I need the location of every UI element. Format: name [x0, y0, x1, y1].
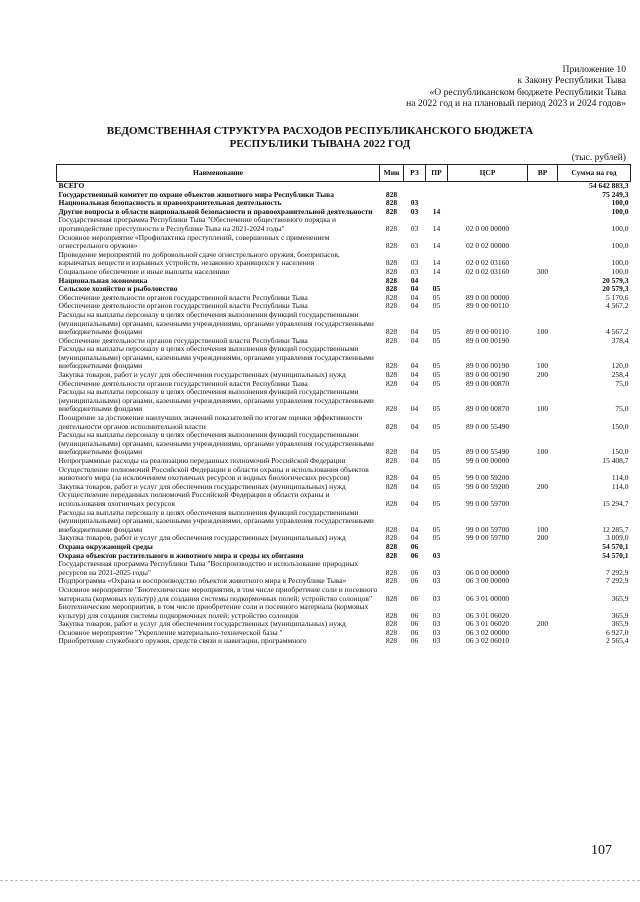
cell-pr — [426, 182, 448, 191]
cell-name: Обеспечение деятельности органов государственной власти Республики Тыва — [58, 335, 308, 345]
table-row — [57, 509, 631, 535]
cell-rz: 04 — [410, 275, 419, 285]
cell-min: 828 — [385, 370, 398, 380]
col-header-min: Мин — [380, 165, 404, 182]
document-title — [0, 125, 640, 150]
cell-rz: 03 — [410, 258, 419, 268]
cell-min: 828 — [385, 576, 398, 586]
cell-rz: 04 — [410, 327, 419, 337]
cell-rz: 04 — [410, 421, 419, 431]
cell-pr: 05 — [432, 292, 441, 302]
cell-csr: 06 3 02 06010 — [465, 636, 510, 646]
cell-min: 828 — [385, 241, 398, 251]
cell-rz: 04 — [410, 404, 419, 414]
cell-name: Основное мероприятие "Биотехнические мероприятия, в том числе приобретение соли и посевного материала (кормовых культур) для создания системы подкормочных полей; устройство солонцов" — [58, 584, 378, 603]
cell-vr: 100 — [536, 524, 549, 534]
appendix-line: на 2022 год и на плановый период 2023 и 2024 годов» — [406, 98, 626, 110]
cell-csr: 06 3 00 00000 — [465, 576, 510, 586]
cell-min: 828 — [385, 266, 398, 276]
cell-min: 828 — [385, 284, 398, 294]
cell-vr: 100 — [536, 447, 549, 457]
cell-rz: 06 — [410, 627, 419, 637]
cell-pr: 05 — [432, 361, 441, 371]
cell-vr — [528, 182, 558, 191]
cell-min: 828 — [385, 421, 398, 431]
cell-min: 828 — [385, 533, 398, 543]
appendix-line: «О республиканском бюджете Республики Тыва — [429, 86, 626, 98]
cell-sum: 3 009,0 — [606, 533, 629, 543]
cell-csr: 99 0 00 00000 — [465, 456, 510, 465]
cell-rz: 04 — [410, 378, 419, 388]
cell-name: Государственный комитет по охране объектов животного мира Республики Тыва — [58, 189, 334, 199]
cell-pr: 05 — [432, 327, 441, 337]
cell-name: Основное мероприятие "Укрепление материально-технической базы " — [58, 627, 283, 637]
cell-min: 828 — [385, 223, 398, 233]
cell-sum: 7 292,9 — [606, 576, 629, 586]
cell-vr — [528, 491, 558, 508]
cell-sum: 365,9 — [611, 593, 629, 603]
cell-sum: 365,9 — [611, 619, 629, 629]
cell-pr: 03 — [432, 576, 441, 586]
cell-pr: 05 — [432, 533, 441, 543]
cell-name: Основное мероприятие «Профилактика преступлений, совершенных с применением огнестрельного оружия» — [58, 232, 330, 251]
table-row — [57, 216, 631, 233]
cell-rz: 04 — [410, 292, 419, 302]
cell-name: Государственная программа Республики Тыва "Обеспечение общественного порядка и противодействие преступности в Республике Тыва на 2021-2024 годы" — [58, 215, 336, 233]
cell-min: 828 — [385, 456, 398, 465]
cell-vr — [528, 552, 558, 561]
cell-csr: 89 0 00 00870 — [465, 378, 510, 388]
cell-csr: 89 0 00 00110 — [466, 301, 509, 311]
cell-rz: 06 — [410, 636, 419, 646]
col-header-rz: РЗ — [404, 165, 426, 182]
col-header-name: Наименование — [57, 165, 380, 182]
cell-min: 828 — [385, 619, 398, 629]
cell-min: 828 — [385, 378, 398, 388]
col-header-vr: ВР — [528, 165, 558, 182]
cell-name: Проведение мероприятий по добровольной сдаче огнестрельного оружия, боеприпасов, взрывчатых веществ и взрывных устройств, незаконно хранящихся у населения — [58, 249, 340, 268]
cell-sum: 5 170,6 — [606, 292, 629, 302]
cell-csr: 02 0 02 03160 — [465, 266, 510, 276]
cell-sum: 365,9 — [611, 610, 629, 620]
table-row — [57, 637, 631, 646]
cell-csr: 06 3 01 06020 — [465, 610, 510, 620]
cell-pr: 05 — [432, 481, 441, 491]
cell-vr — [528, 586, 558, 603]
cell-vr — [528, 251, 558, 268]
cell-min: 828 — [385, 627, 398, 637]
table-row — [57, 491, 631, 508]
cell-vr: 100 — [536, 404, 549, 414]
cell-rz: 04 — [410, 481, 419, 491]
cell-csr: 89 0 00 00870 — [465, 404, 510, 414]
cell-name: Расходы на выплаты персоналу в целях обеспечения выполнения функций государственными (муниципальными) органами, казенными учреждениями, органами управления государственными внебюджетными фондами — [58, 430, 374, 457]
cell-csr: 99 0 00 59700 — [465, 533, 510, 543]
cell-sum: 2 565,4 — [606, 636, 629, 646]
cell-csr: 99 0 00 59200 — [465, 473, 510, 483]
cell-min: 828 — [385, 447, 398, 457]
cell-sum: 120,0 — [611, 361, 629, 371]
cell-csr: 89 0 00 00190 — [465, 361, 510, 371]
table-row — [57, 603, 631, 620]
cell-rz: 06 — [410, 619, 419, 629]
cell-name: Охрана окружающей среды — [58, 541, 153, 551]
cell-csr — [448, 543, 528, 552]
cell-sum: 378,4 — [611, 335, 629, 345]
cell-pr: 05 — [432, 370, 441, 380]
cell-sum: 75,0 — [615, 378, 629, 388]
cell-rz: 04 — [410, 301, 419, 311]
cell-vr — [528, 637, 558, 646]
cell-vr — [528, 466, 558, 483]
cell-name: Обеспечение деятельности органов государственной власти Республики Тыва — [58, 301, 308, 311]
cell-name: Приобретение служебного оружия, средств связи и навигации, программного — [58, 636, 307, 646]
cell-sum: 100,0 — [611, 258, 629, 268]
cell-name: Биотехнические мероприятия, в том числе приобретение соли и посевного материала (кормовых культур) для создания системы подкормочных полей; устройство солонцов — [58, 602, 369, 620]
cell-csr — [448, 552, 528, 561]
cell-rz: 04 — [410, 498, 419, 508]
cell-csr: 99 0 00 59700 — [465, 524, 510, 534]
cell-min: 828 — [385, 498, 398, 508]
appendix-line: Приложение 10 — [562, 64, 626, 75]
col-header-pr: ПР — [426, 165, 448, 182]
cell-sum: 100,0 — [611, 198, 629, 208]
cell-pr — [426, 191, 448, 200]
cell-rz: 06 — [410, 610, 419, 620]
cell-vr — [528, 199, 558, 208]
cell-rz: 06 — [410, 541, 419, 551]
cell-sum: 54 642 883,3 — [589, 181, 629, 190]
cell-csr: 89 0 00 00190 — [465, 370, 510, 380]
cell-vr — [528, 234, 558, 251]
cell-min: 828 — [385, 610, 398, 620]
cell-rz: 04 — [410, 473, 419, 483]
table-row — [57, 414, 631, 431]
cell-pr: 14 — [432, 266, 441, 276]
cell-name: Осуществление переданных полномочий Российской Федерации в области охраны и использования охотничьих ресурсов — [58, 490, 330, 508]
cell-name: Подпрограмма «Охрана и воспроизводство объектов животного мира в Республике Тыва» — [58, 576, 347, 586]
cell-pr: 03 — [432, 627, 441, 637]
cell-csr — [448, 182, 528, 191]
cell-csr: 99 0 00 59200 — [465, 481, 510, 491]
cell-name: Обеспечение деятельности органов государственной власти Республики Тыва — [58, 292, 308, 302]
cell-sum: 6 927,0 — [606, 627, 629, 637]
cell-min: 828 — [385, 524, 398, 534]
cell-sum: 100,0 — [611, 266, 629, 276]
document-title-line2: РЕСПУБЛИКИ ТЫВАНА 2022 ГОД — [229, 137, 411, 150]
cell-csr — [448, 208, 528, 217]
cell-rz: 04 — [410, 361, 419, 371]
cell-vr: 200 — [536, 481, 549, 491]
cell-min: 828 — [385, 198, 398, 208]
cell-name: Расходы на выплаты персоналу в целях обеспечения выполнения функций государственными (муниципальными) органами, казенными учреждениями, органами управления государственными внебюджетными фондами — [58, 344, 374, 371]
cell-rz: 06 — [410, 567, 419, 577]
cell-csr: 06 3 02 00000 — [465, 627, 510, 637]
cell-rz: 03 — [410, 223, 419, 233]
cell-pr: 03 — [432, 636, 441, 646]
cell-csr: 89 0 00 00000 — [465, 292, 510, 302]
cell-csr: 02 0 02 00000 — [465, 241, 510, 251]
cell-pr: 05 — [432, 456, 441, 465]
cell-csr: 89 0 00 00190 — [465, 335, 510, 345]
cell-vr — [528, 216, 558, 233]
cell-min: 828 — [385, 541, 398, 551]
cell-vr — [528, 543, 558, 552]
cell-sum: 15 408,7 — [602, 456, 629, 465]
cell-pr: 05 — [432, 498, 441, 508]
cell-rz: 04 — [410, 284, 419, 294]
cell-vr: 100 — [536, 327, 549, 337]
cell-sum: 258,4 — [611, 370, 629, 380]
cell-rz: 04 — [410, 447, 419, 457]
cell-name: Социальное обеспечение и иные выплаты населению — [58, 266, 230, 276]
page-number: 107 — [591, 843, 612, 858]
cell-csr: 89 0 00 00110 — [466, 327, 509, 337]
cell-min: 828 — [385, 327, 398, 337]
cell-vr — [528, 577, 558, 586]
cell-name: Государственная программа Республики Тыва "Воспроизводство и использование природных ресурсов на 2021-2025 годы" — [58, 559, 359, 577]
cell-min: 828 — [385, 404, 398, 414]
cell-pr: 05 — [432, 421, 441, 431]
table-row — [57, 345, 631, 371]
cell-rz — [404, 182, 426, 191]
unit-label: (тыс. рублей) — [571, 152, 626, 163]
cell-pr: 03 — [432, 567, 441, 577]
cell-csr: 02 0 00 00000 — [465, 223, 510, 233]
cell-name: Охрана объектов растительного и животного мира и среды их обитания — [58, 550, 304, 560]
cell-name: Закупка товаров, работ и услуг для обеспечения государственных (муниципальных) нужд — [58, 619, 346, 629]
cell-pr: 05 — [432, 404, 441, 414]
cell-name: Другие вопросы в области национальной безопасности и правоохранительной деятельности — [58, 206, 373, 216]
table-row — [57, 251, 631, 268]
table-row — [57, 234, 631, 251]
cell-min: 828 — [385, 567, 398, 577]
cell-sum: 114,0 — [611, 481, 629, 491]
cell-pr: 05 — [432, 447, 441, 457]
cell-pr: 03 — [432, 610, 441, 620]
cell-min: 828 — [385, 636, 398, 646]
table-header — [57, 165, 631, 182]
cell-csr — [448, 191, 528, 200]
cell-rz: 04 — [410, 456, 419, 465]
cell-sum: 20 579,3 — [602, 275, 629, 285]
cell-pr: 14 — [432, 223, 441, 233]
cell-csr: 06 0 00 00000 — [465, 567, 510, 577]
cell-pr: 14 — [432, 206, 441, 216]
cell-vr: 300 — [536, 266, 549, 276]
cell-vr — [528, 277, 558, 286]
cell-pr: 05 — [432, 378, 441, 388]
cell-pr: 05 — [432, 524, 441, 534]
cell-vr: 100 — [536, 361, 549, 371]
cell-sum: 15 294,7 — [602, 498, 629, 508]
cell-name: Национальная безопасность и правоохранительная деятельность — [58, 198, 282, 208]
cell-pr: 05 — [432, 473, 441, 483]
cell-sum: 150,0 — [611, 421, 629, 431]
cell-vr — [528, 629, 558, 638]
cell-sum: 20 579,3 — [602, 284, 629, 294]
cell-vr — [528, 208, 558, 217]
cell-pr: 14 — [432, 241, 441, 251]
cell-pr: 05 — [432, 301, 441, 311]
cell-csr: 89 0 00 55490 — [465, 447, 510, 457]
cell-name: Национальная экономика — [58, 275, 148, 285]
cell-pr: 14 — [432, 258, 441, 268]
cell-csr — [448, 199, 528, 208]
cell-sum: 54 570,1 — [602, 541, 629, 551]
cell-min: 828 — [385, 292, 398, 302]
cell-sum: 7 292,9 — [606, 567, 629, 577]
cell-csr: 06 3 01 06020 — [465, 619, 510, 629]
cell-rz: 03 — [410, 198, 419, 208]
cell-min: 828 — [385, 361, 398, 371]
cell-name: Непрограммные расходы на реализацию переданных полномочий Российской Федерации — [58, 456, 346, 465]
cell-min: 828 — [385, 189, 398, 199]
cell-vr — [528, 294, 558, 303]
cell-name: Расходы на выплаты персоналу в целях обеспечения выполнения функций государственными (муниципальными) органами, казенными учреждениями, органами управления государственными внебюджетными фондами — [58, 309, 374, 337]
table-row — [57, 388, 631, 414]
cell-csr: 02 0 02 03160 — [465, 258, 510, 268]
cell-name: Закупка товаров, работ и услуг для обеспечения государственных (муниципальных) нужд — [58, 533, 346, 543]
cell-name: Закупка товаров, работ и услуг для обеспечения государственных (муниципальных) нужд — [58, 370, 346, 380]
cell-sum: 54 570,1 — [602, 550, 629, 560]
cell-vr: 200 — [536, 619, 549, 629]
cell-vr — [528, 414, 558, 431]
cell-name: Расходы на выплаты персоналу в целях обеспечения выполнения функций государственными (муниципальными) органами, казенными учреждениями, органами управления государственными внебюджетными фондами — [58, 387, 374, 414]
cell-vr — [528, 603, 558, 620]
table-row — [57, 466, 631, 483]
cell-min: 828 — [385, 206, 398, 216]
cell-name: Сельское хозяйство и рыболовство — [58, 284, 178, 294]
table-row — [57, 431, 631, 457]
cell-pr: 05 — [432, 284, 441, 294]
cell-pr: 03 — [432, 550, 441, 560]
footer-divider — [0, 880, 640, 882]
cell-rz: 06 — [410, 593, 419, 603]
cell-name: Закупка товаров, работ и услуг для обеспечения государственных (муниципальных) нужд — [58, 481, 346, 491]
cell-min: 828 — [385, 473, 398, 483]
cell-rz: 04 — [410, 524, 419, 534]
cell-pr: 03 — [432, 619, 441, 629]
cell-vr: 200 — [536, 370, 549, 380]
col-header-csr: ЦСР — [448, 165, 528, 182]
document-title-line1: ВЕДОМСТВЕННАЯ СТРУКТУРА РАСХОДОВ РЕСПУБЛИКАНСКОГО БЮДЖЕТА — [106, 125, 534, 137]
cell-min: 828 — [385, 550, 398, 560]
cell-rz: 04 — [410, 533, 419, 543]
cell-rz: 03 — [410, 266, 419, 276]
cell-name: Расходы на выплаты персоналу в целях обеспечения выполнения функций государственными (муниципальными) органами, казенными учреждениями, органами управления государственными внебюджетными фондами — [58, 507, 374, 534]
cell-rz: 04 — [410, 370, 419, 380]
col-header-sum: Сумма на год — [558, 165, 631, 182]
cell-sum: 100,0 — [611, 241, 629, 251]
cell-sum: 100,0 — [611, 223, 629, 233]
cell-rz: 03 — [410, 206, 419, 216]
cell-sum: 75,0 — [615, 404, 629, 414]
budget-table — [56, 164, 631, 646]
cell-min: 828 — [385, 593, 398, 603]
cell-csr — [448, 277, 528, 286]
cell-name: ВСЕГО — [58, 181, 85, 190]
cell-csr: 89 0 00 55490 — [465, 421, 510, 431]
cell-sum: 100,0 — [611, 206, 629, 216]
cell-sum: 4 567,2 — [606, 301, 629, 311]
cell-name: Обеспечение деятельности органов государственной власти Республики Тыва — [58, 378, 308, 388]
appendix-line: к Закону Республики Тыва — [517, 75, 626, 87]
cell-pr: 05 — [432, 335, 441, 345]
cell-rz: 03 — [410, 241, 419, 251]
cell-sum: 4 567,2 — [606, 327, 629, 337]
cell-vr — [528, 380, 558, 389]
cell-min: 828 — [385, 301, 398, 311]
cell-min: 828 — [385, 335, 398, 345]
cell-name: Осуществление полномочий Российской Федерации в области охраны и использования объектов животного мира (за исключением охотничьих ресурсов и водных биологических ресурсов) — [58, 464, 369, 483]
cell-min: 828 — [385, 481, 398, 491]
cell-csr: 06 3 01 00000 — [465, 593, 510, 603]
cell-vr — [528, 457, 558, 466]
cell-vr — [528, 302, 558, 311]
table-row — [57, 560, 631, 577]
cell-rz: 04 — [410, 335, 419, 345]
cell-sum: 150,0 — [611, 447, 629, 457]
cell-vr — [528, 191, 558, 200]
cell-sum: 114,0 — [611, 473, 629, 483]
cell-vr — [528, 337, 558, 346]
cell-rz: 06 — [410, 576, 419, 586]
cell-pr: 03 — [432, 593, 441, 603]
cell-vr — [528, 560, 558, 577]
table-row — [57, 311, 631, 337]
cell-sum: 12 285,7 — [602, 524, 629, 534]
appendix-header — [306, 64, 626, 110]
cell-min: 828 — [385, 258, 398, 268]
table-body — [57, 182, 631, 647]
cell-name: Поощрение за достижение наилучших значений показателей по итогам оценки эффективности деятельности органов исполнительной власти — [58, 413, 363, 431]
cell-vr: 200 — [536, 533, 549, 543]
cell-sum: 75 249,3 — [602, 189, 629, 199]
cell-vr — [528, 285, 558, 294]
cell-rz: 06 — [410, 550, 419, 560]
cell-csr: 99 0 00 59700 — [465, 498, 510, 508]
table-row — [57, 586, 631, 603]
cell-min: 828 — [385, 275, 398, 285]
